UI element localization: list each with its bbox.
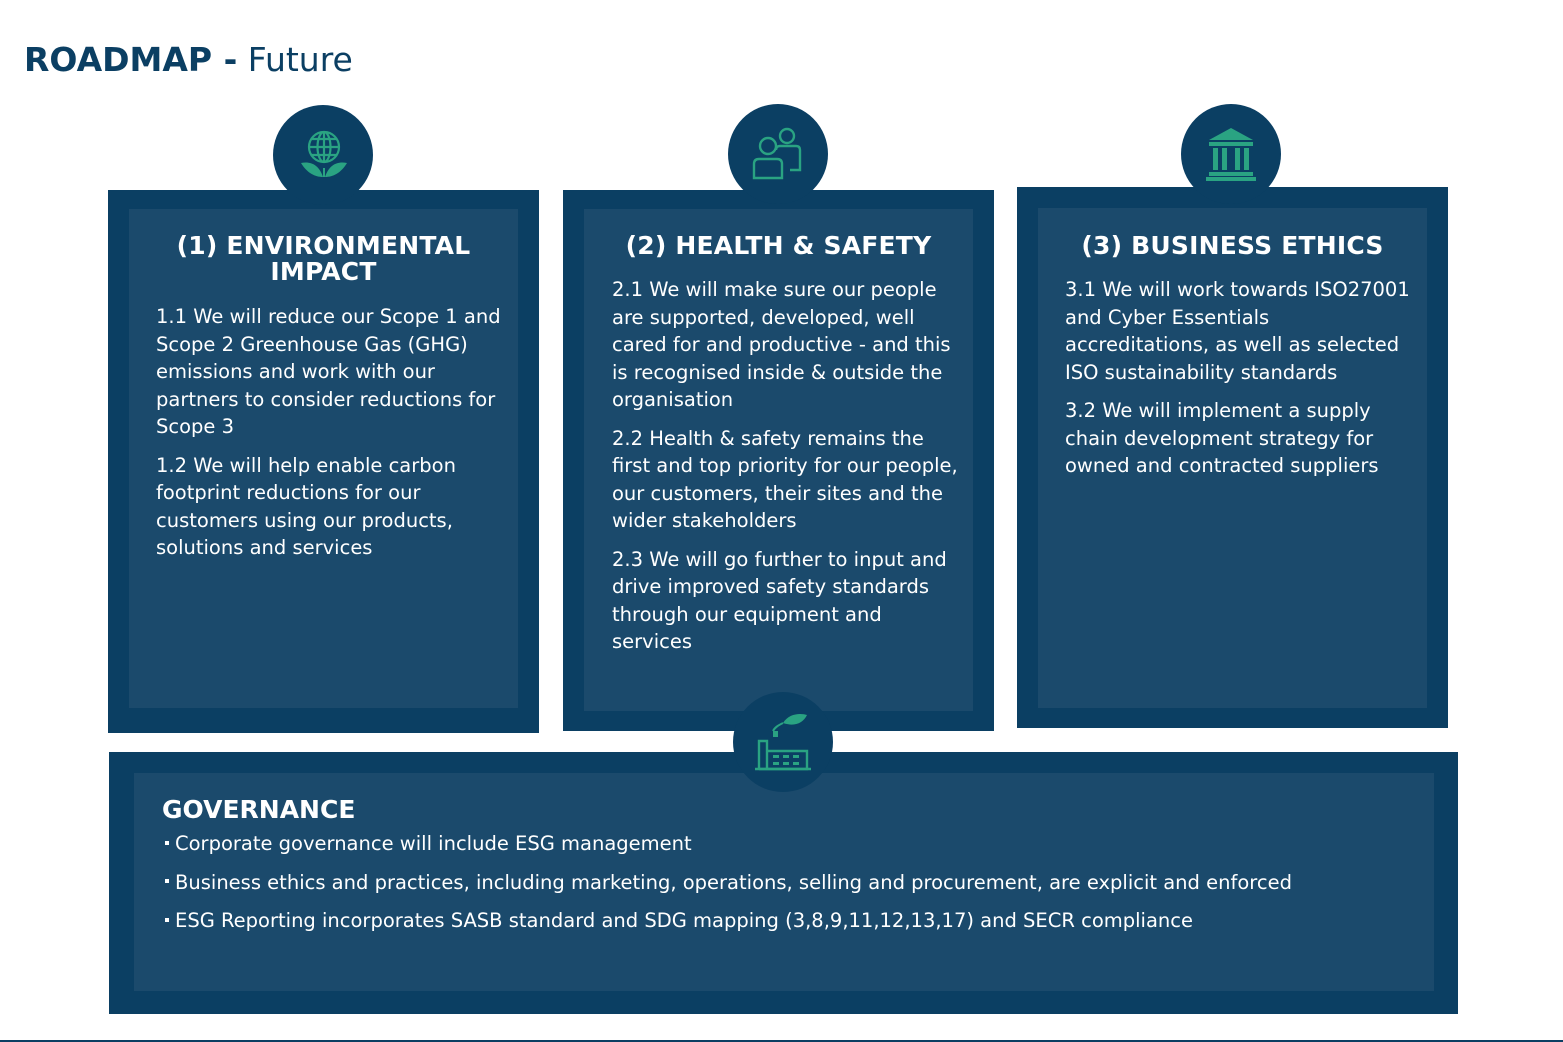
health-safety-icon-badge	[728, 104, 828, 204]
page-title	[24, 38, 353, 82]
globe-leaf-icon	[293, 127, 353, 183]
business-ethics-icon-badge	[1181, 104, 1281, 204]
governance-item-text: ESG Reporting incorporates SASB standard and SDG mapping (3,8,9,11,12,13,17) and SECR compliance	[175, 909, 1193, 932]
environmental-card-body	[156, 303, 501, 573]
factory-leaf-icon	[753, 711, 813, 773]
governance-item	[162, 830, 1292, 858]
environmental-card	[108, 190, 539, 733]
bullet-icon	[165, 918, 169, 922]
governance-item-text: Corporate governance will include ESG management	[175, 832, 692, 855]
governance-item	[162, 907, 1292, 935]
environmental-item: 1.1 We will reduce our Scope 1 and Scope 2 Greenhouse Gas (GHG) emissions and work with our partners to consider reductions for Scope 3	[156, 305, 501, 438]
health-safety-card-panel	[584, 209, 973, 711]
environmental-icon-badge	[273, 105, 373, 205]
health-safety-item: 2.2 Health & safety remains the first and top priority for our people, our customers, their sites and the wider stakeholders	[612, 426, 958, 532]
business-ethics-card	[1017, 187, 1448, 728]
business-ethics-card-title: (3) BUSINESS ETHICS	[1081, 231, 1384, 260]
page-title-main: ROADMAP -	[24, 40, 238, 79]
governance-item-text: Business ethics and practices, including marketing, operations, selling and procurement, are explicit and enforced	[175, 870, 1292, 894]
governance-item	[162, 869, 1292, 897]
environmental-card-panel	[129, 209, 518, 708]
business-ethics-card-body	[1065, 276, 1415, 491]
bullet-icon	[165, 841, 169, 845]
health-safety-item: 2.1 We will make sure our people are supported, developed, well cared for and productive - and this is recognised inside & outside the organisation	[612, 278, 951, 411]
health-safety-item: 2.3 We will go further to input and drive improved safety standards through our equipment and services	[612, 547, 947, 653]
health-safety-card	[563, 190, 994, 731]
business-ethics-item: 3.1 We will work towards ISO27001 and Cyber Essentials accreditations, as well as selected ISO sustainability standards	[1065, 278, 1410, 384]
environmental-card-title: (1) ENVIRONMENTAL IMPACT	[176, 231, 471, 286]
business-ethics-card-panel	[1038, 208, 1427, 708]
health-safety-card-title: (2) HEALTH & SAFETY	[625, 231, 932, 260]
business-ethics-item: 3.2 We will implement a supply chain development strategy for owned and contracted suppliers	[1065, 399, 1379, 477]
bullet-icon	[165, 879, 169, 883]
governance-icon-badge	[733, 692, 833, 792]
health-safety-card-body	[612, 276, 964, 667]
environmental-item: 1.2 We will help enable carbon footprint reductions for our customers using our products, solutions and services	[156, 453, 456, 559]
governance-list	[162, 830, 1292, 946]
people-icon	[750, 126, 806, 182]
institution-icon	[1203, 126, 1259, 182]
page-title-sub: Future	[247, 40, 353, 79]
governance-title: GOVERNANCE	[162, 795, 356, 824]
